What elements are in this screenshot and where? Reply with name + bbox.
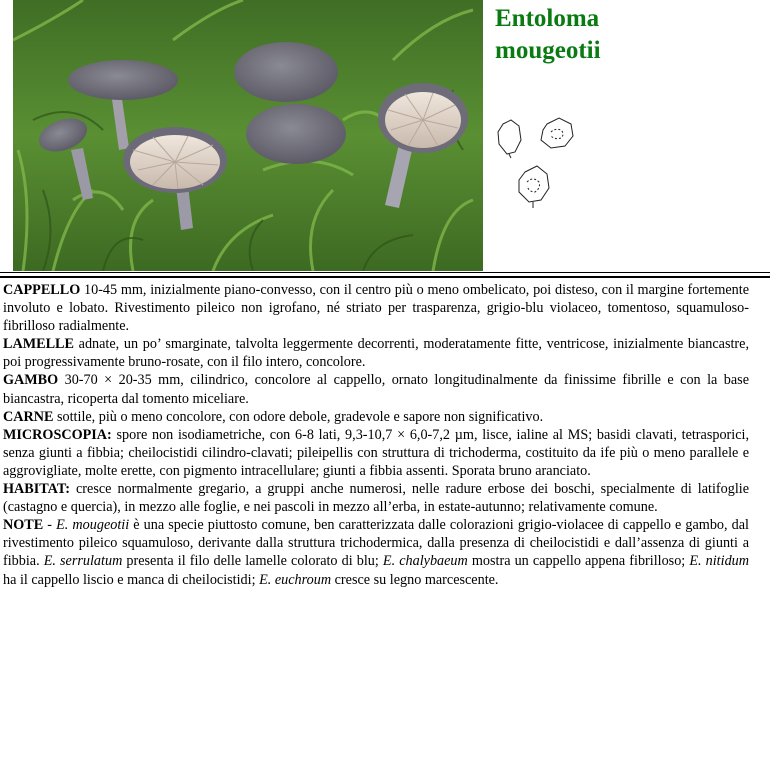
species-title xyxy=(495,3,765,67)
section-microscopia xyxy=(3,426,749,480)
section-habitat xyxy=(3,480,749,516)
divider-bottom xyxy=(0,276,770,278)
species-name: E. euchroum xyxy=(259,571,332,588)
section-text: sottile, più o meno concolore, con odore debole, gradevole e sapore non significativo. xyxy=(53,408,544,425)
section-label: CARNE xyxy=(3,408,54,425)
section-text: adnate, un po’ smarginate, talvolta leggermente decorrenti, moderatamente fitte, ventricose, inizialmente biancastre, poi progressivamente bruno-rosate, con il filo intero, concolore. xyxy=(3,336,749,371)
section-lamelle xyxy=(3,335,749,371)
spore-drawings xyxy=(495,112,585,212)
section-label: LAMELLE xyxy=(3,336,74,353)
section-text: 10-45 mm, inizialmente piano-convesso, con il centro più o meno ombelicato, poi disteso, con il margine fortemente involuto e lobato. Rivestimento pileico non igrofano, né striato per trasparenza, grigio-blu violaceo, tomentoso, squamuloso-fibrilloso radialmente. xyxy=(3,282,749,335)
title-species: mougeotii xyxy=(495,37,601,64)
section-text: spore non isodiametriche, con 6-8 lati, 9,3-10,7 × 6,0-7,2 µm, lisce, ialine al MS; basidi clavati, tetrasporici, senza giunti a fibbia; cheilocistidi cilindro-clavati; pileipellis con struttura di trichoderma, costituito da ife più o meno parallele e aggrovigliate, molte erette, con pigmento intracellulare; giunti a fibbia assenti. Sporata bruno aranciato. xyxy=(3,426,749,479)
section-label: CAPPELLO xyxy=(3,282,81,298)
section-label: HABITAT: xyxy=(3,481,70,498)
description-body xyxy=(3,281,749,589)
divider-top xyxy=(0,272,770,273)
species-name: E. chalybaeum xyxy=(382,553,468,570)
section-carne xyxy=(3,408,749,426)
spore-sketch-icon xyxy=(495,112,585,212)
spore-outline xyxy=(541,118,573,148)
title-genus: Entoloma xyxy=(495,5,600,32)
note-text: - xyxy=(43,517,57,534)
note-text: presenta il filo delle lamelle colorato di blu; xyxy=(122,553,383,570)
section-text: cresce normalmente gregario, a gruppi anche numerosi, nelle radure erbose dei boschi, specialmente di latifoglie (castagno e quercia), in mezzo alle foglie, e nei pascoli in mezzo all’erba, in estate-autunno; relativamente comune. xyxy=(3,481,749,516)
note-text: ha il cappello liscio e manca di cheilocistidi; xyxy=(3,571,260,588)
species-name: E. serrulatum xyxy=(43,553,123,570)
note-text: cresce su legno marcescente. xyxy=(331,571,499,588)
section-gambo xyxy=(3,371,749,407)
spore-outline xyxy=(519,166,549,202)
note-text: mostra un cappello appena fibrilloso; xyxy=(467,553,690,570)
note-text: è una specie piuttosto comune, ben caratterizzata dalle colorazioni grigio-violacee di cappello e gambo, dal rivestimento pileico squamuloso, derivante dalla struttura trichodermica, dalla presenza di cheilocistidi e dall’assenza di giunti a fibbia. xyxy=(3,517,749,570)
spore-outline xyxy=(498,120,521,154)
photo-illustration xyxy=(13,0,483,271)
section-note xyxy=(3,516,749,588)
section-label: GAMBO xyxy=(3,372,59,389)
mushroom-photo xyxy=(13,0,483,271)
section-text: 30-70 × 20-35 mm, cilindrico, concolore al cappello, ornato longitudinalmente da finissime fibrille e con la base biancastra, ricoperta dal tomento miceliare. xyxy=(3,372,749,407)
section-cappello xyxy=(3,281,749,335)
species-name: E. nitidum xyxy=(689,553,750,570)
section-label: NOTE xyxy=(3,517,44,534)
species-name: E. mougeotii xyxy=(56,517,130,534)
section-label: MICROSCOPIA: xyxy=(3,426,112,443)
